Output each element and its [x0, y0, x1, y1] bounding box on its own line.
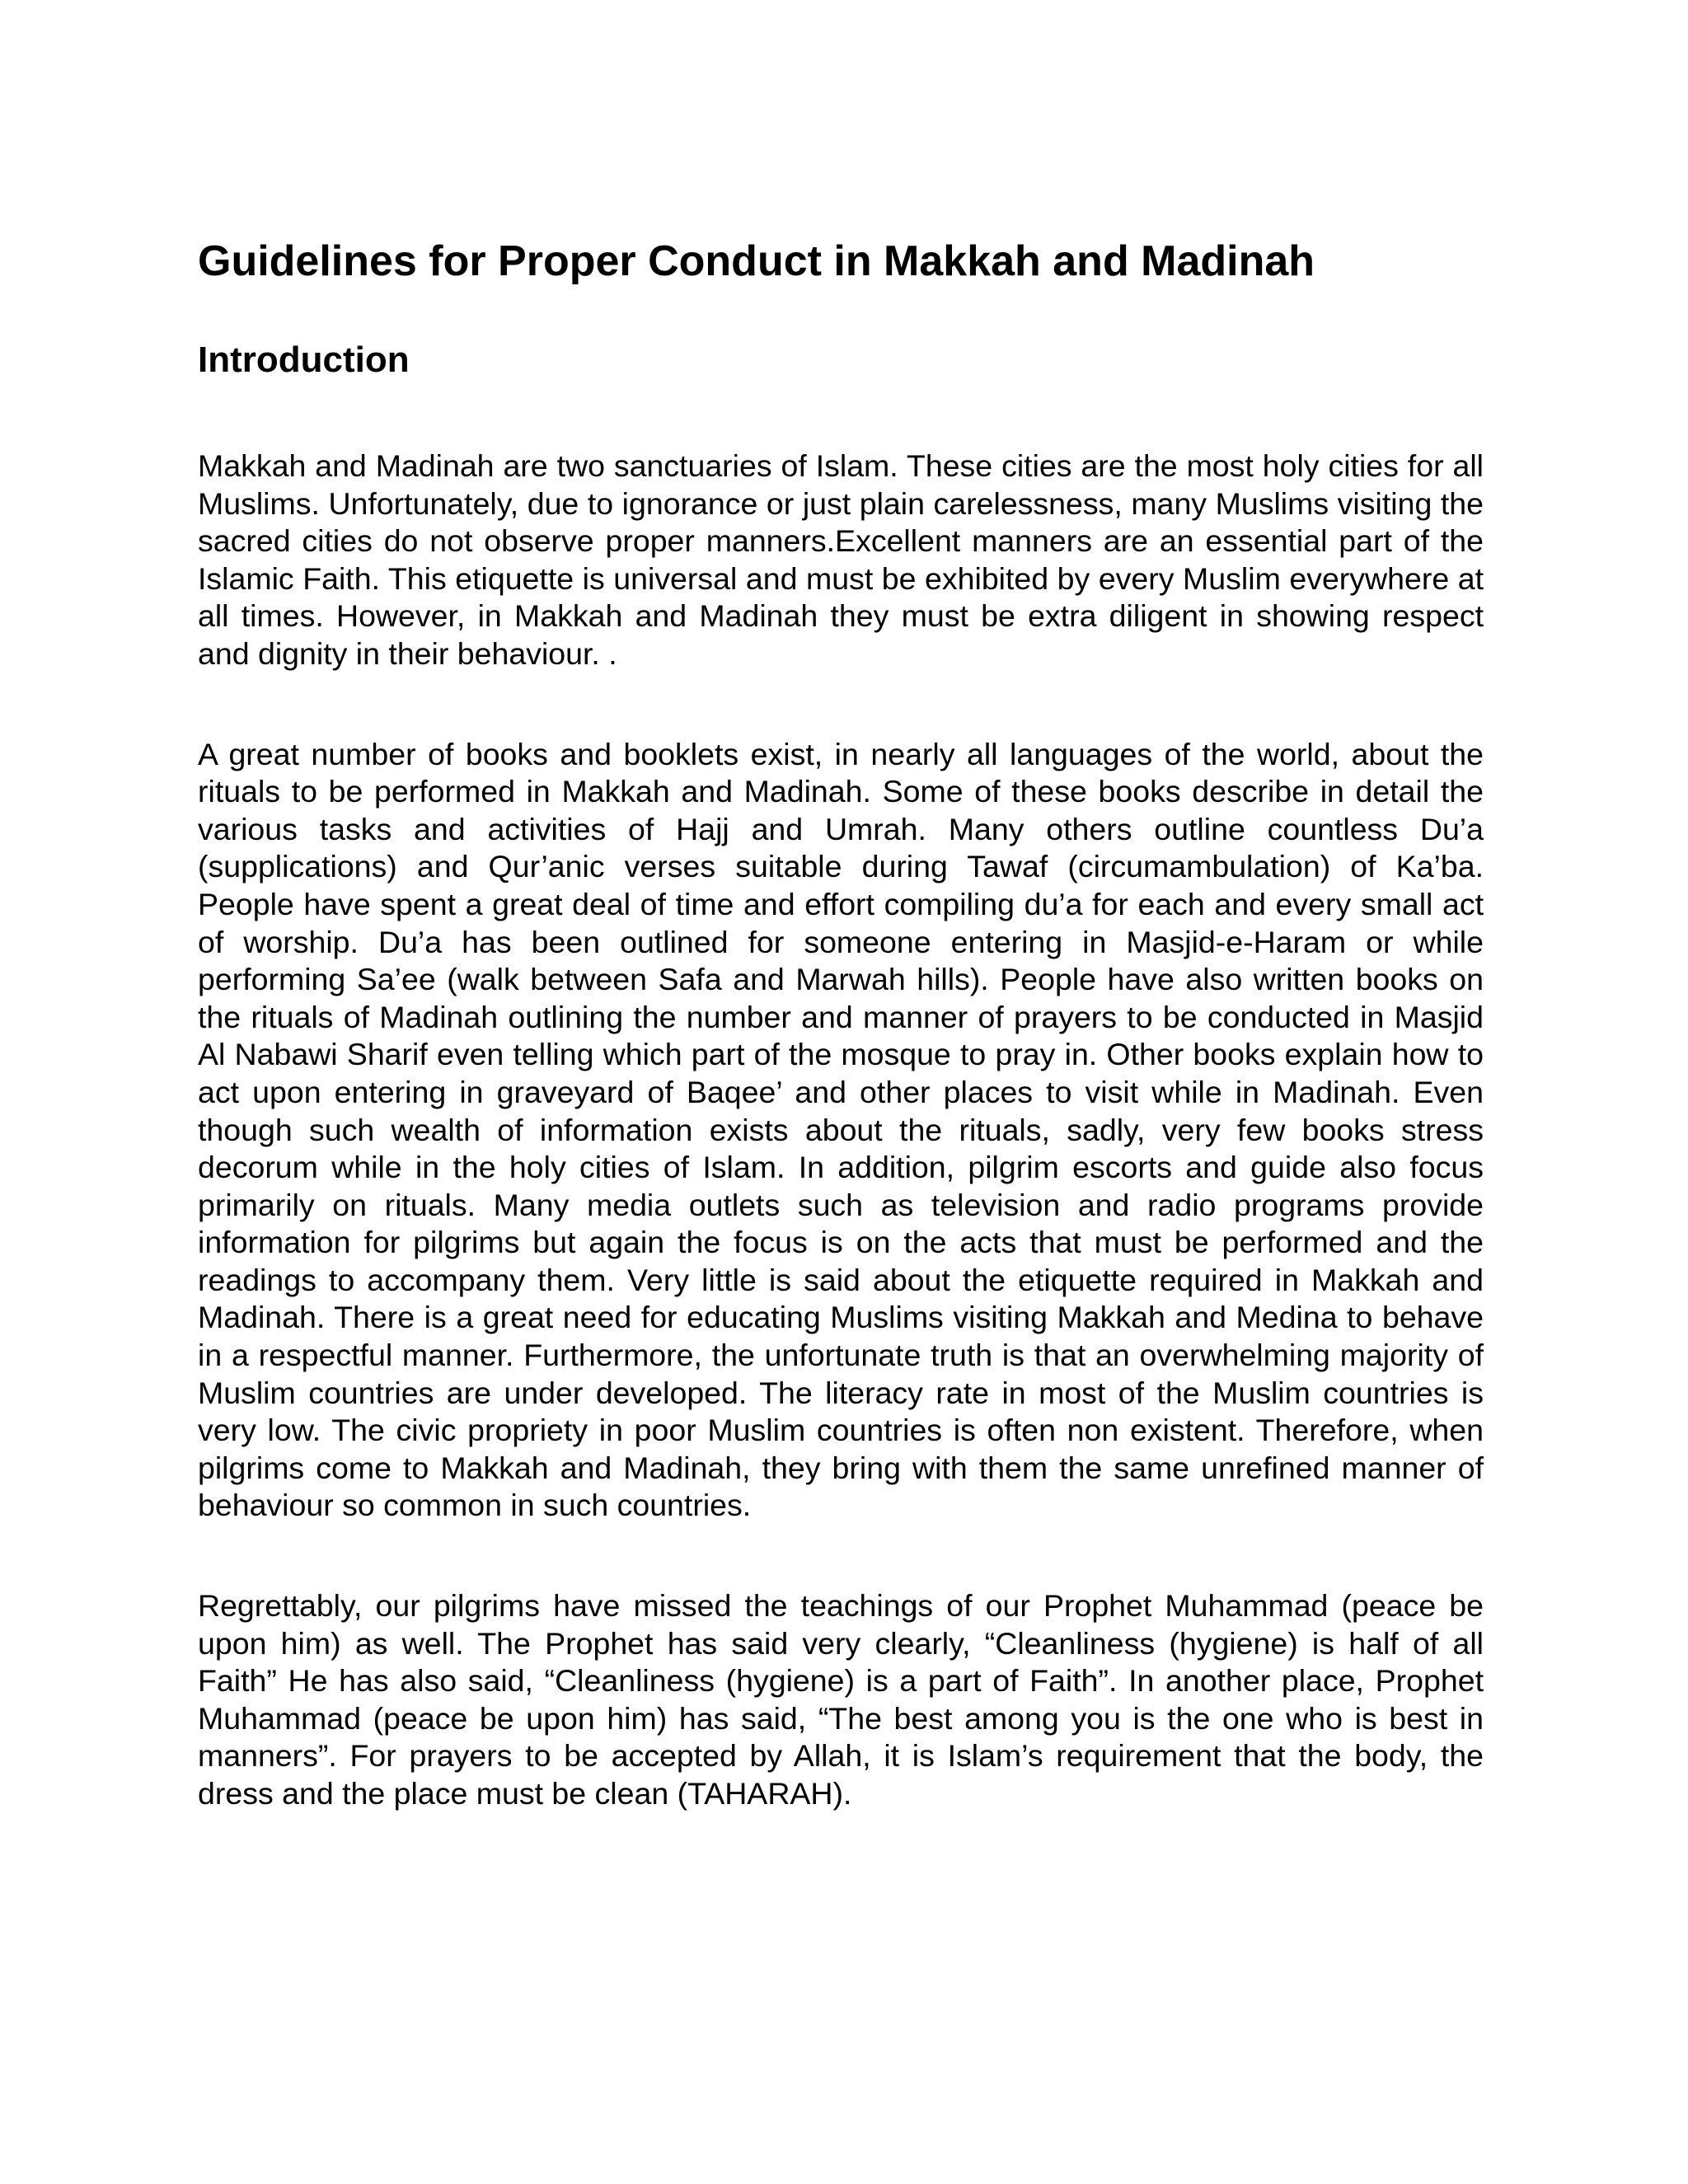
- section-heading-introduction: Introduction: [198, 340, 410, 380]
- document-title: Guidelines for Proper Conduct in Makkah and Madinah: [198, 237, 1315, 285]
- paragraph-1: Makkah and Madinah are two sanctuaries of Islam. These cities are the most holy cities for all Muslims. Unfortunately, due to ignorance or just plain carelessness, many Muslims visiting the sacred cities do not observe proper manners.Excellent manners are an essential part of the Islamic Faith. This etiquette is universal and must be exhibited by every Muslim everywhere at all times. However, in Makkah and Madinah they must be extra diligent in showing respect and dignity in their behaviour. .: [198, 448, 1484, 671]
- paragraph-2: A great number of books and booklets exist, in nearly all languages of the world, about the rituals to be performed in Makkah and Madinah. Some of these books describe in detail the various tasks and activities of Hajj and Umrah. Many others outline countless Du’a (supplications) and Qur’anic verses suitable during Tawaf (circumambulation) of Ka’ba. People have spent a great deal of time and effort compiling du’a for each and every small act of worship. Du’a has been outlined for someone entering in Masjid-e-Haram or while performing Sa’ee (walk between Safa and Marwah hills). People have also written books on the rituals of Madinah outlining the number and manner of prayers to be conducted in Masjid Al Nabawi Sharif even telling which part of the mosque to pray in. Other books explain how to act upon entering in graveyard of Baqee’ and other places to visit while in Madinah. Even though such wealth of information exists about the rituals, sadly, very few books stress decorum while in the holy cities of Islam. In addition, pilgrim escorts and guide also focus primarily on rituals. Many media outlets such as television and radio programs provide information for pilgrims but again the focus is on the acts that must be performed and the readings to accompany them. Very little is said about the etiquette required in Makkah and Madinah. There is a great need for educating Muslims visiting Makkah and Medina to behave in a respectful manner. Furthermore, the unfortunate truth is that an overwhelming majority of Muslim countries are under developed. The literacy rate in most of the Muslim countries is very low. The civic propriety in poor Muslim countries is often non existent. Therefore, when pilgrims come to Makkah and Madinah, they bring with them the same unrefined manner of behaviour so common in such countries.: [198, 736, 1484, 1523]
- document-page: [198, 233, 1484, 1813]
- paragraph-3: Regrettably, our pilgrims have missed the teachings of our Prophet Muhammad (peace be upon him) as well. The Prophet has said very clearly, “Cleanliness (hygiene) is half of all Faith” He has also said, “Cleanliness (hygiene) is a part of Faith”. In another place, Prophet Muhammad (peace be upon him) has said, “The best among you is the one who is best in manners”. For prayers to be accepted by Allah, it is Islam’s requirement that the body, the dress and the place must be clean (TAHARAH).: [198, 1588, 1484, 1811]
